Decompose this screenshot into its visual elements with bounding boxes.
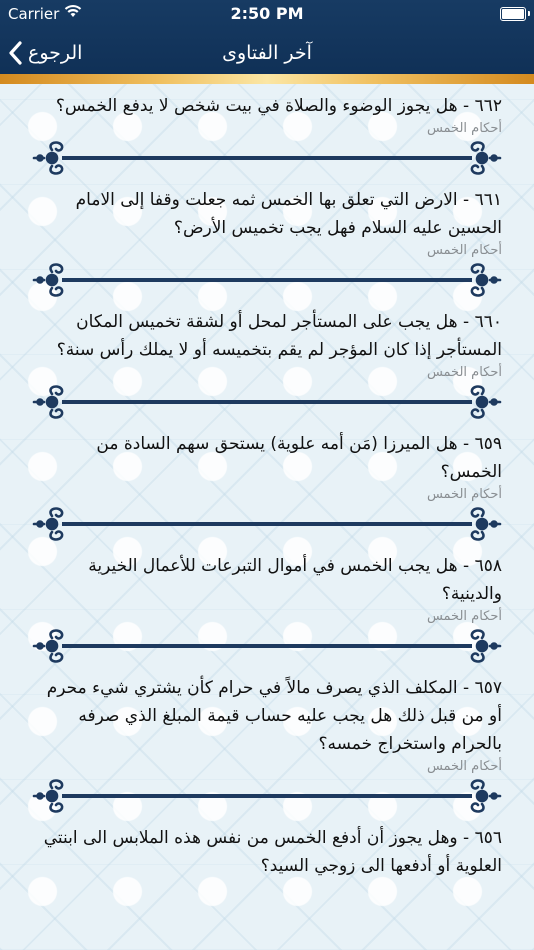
fatwa-category: أحكام الخمس — [426, 243, 502, 258]
back-button-label: الرجوع — [28, 42, 83, 64]
list-item[interactable] — [0, 544, 534, 666]
ornamental-divider — [0, 382, 534, 422]
fatwa-category: أحكام الخمس — [426, 609, 502, 624]
list-item[interactable] — [0, 422, 534, 544]
page-title: آخر الفتاوى — [222, 42, 312, 64]
fatwa-category: أحكام الخمس — [426, 759, 502, 774]
status-bar — [0, 0, 534, 28]
fatwa-category: أحكام الخمس — [426, 487, 502, 502]
fatwa-question: ٦٦١ - الارض التي تعلق بها الخمس ثمه جعلت وقفا إلى الامام الحسين عليه السلام فهل يجب تخميس الأرض؟ — [75, 190, 502, 238]
top-bar — [0, 0, 534, 84]
battery-icon — [500, 7, 526, 21]
list-item[interactable] — [0, 300, 534, 422]
ornamental-divider — [0, 626, 534, 666]
ornamental-divider — [0, 776, 534, 816]
clock: 2:50 PM — [230, 4, 304, 23]
ornamental-divider — [0, 138, 534, 178]
fatwa-list — [0, 84, 534, 880]
list-item[interactable] — [0, 816, 534, 880]
list-item[interactable] — [0, 666, 534, 816]
gold-accent-bar — [0, 74, 534, 84]
navigation-bar — [0, 28, 534, 78]
fatwa-question: ٦٦٠ - هل يجب على المستأجر لمحل أو لشقة تخميس المكان المستأجر إذا كان المؤجر لم يقم بتخميسه أو لا يملك رأس سنة؟ — [56, 312, 502, 360]
ornamental-divider — [0, 260, 534, 300]
fatwa-question: ٦٥٧ - المكلف الذي يصرف مالاً في حرام كأن يشتري شيء محرم أو من قبل ذلك هل يجب عليه حساب قيمة المبلغ الذي صرفه بالحرام واستخراج خمسه؟ — [46, 678, 502, 754]
fatwa-question: ٦٥٨ - هل يجب الخمس في أموال التبرعات للأعمال الخيرية والدينية؟ — [88, 556, 502, 604]
carrier-label: Carrier — [8, 5, 60, 23]
list-item[interactable] — [0, 178, 534, 300]
ornamental-divider — [0, 504, 534, 544]
list-item[interactable] — [0, 84, 534, 178]
fatwa-question: ٦٥٩ - هل الميرزا (مَن أمه علوية) يستحق سهم السادة من الخمس؟ — [96, 434, 502, 482]
fatwa-category: أحكام الخمس — [426, 365, 502, 380]
fatwa-question: ٦٦٢ - هل يجوز الوضوء والصلاة في بيت شخص لا يدفع الخمس؟ — [55, 96, 502, 116]
fatwa-question: ٦٥٦ - وهل يجوز أن أدفع الخمس من نفس هذه الملابس الى ابنتي العلوية أو أدفعها الى زوجي السيد؟ — [43, 828, 502, 876]
fatwa-category: أحكام الخمس — [426, 121, 502, 136]
